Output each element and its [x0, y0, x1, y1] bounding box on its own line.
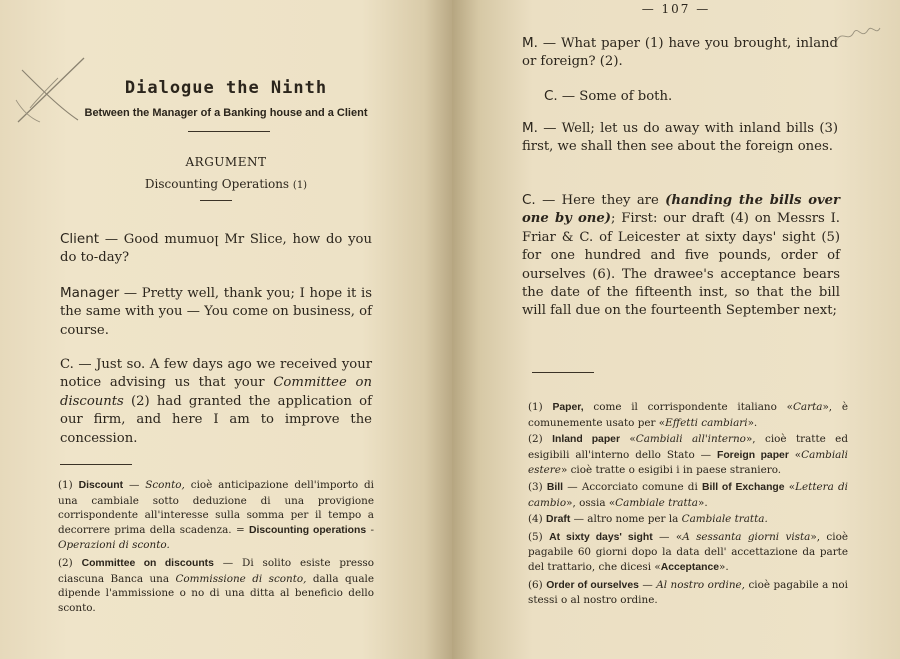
speaker-label: M.: [522, 120, 538, 136]
dialogue-subtitle: Between the Manager of a Banking house and a Client: [84, 107, 368, 119]
footnote-4: [528, 512, 848, 528]
footnote-text: —: [123, 479, 146, 491]
footnote-term: Foreign paper: [716, 449, 789, 461]
paragraph-text: — Good mumuoꞁ Mr Slice, how do you do to-day?: [60, 232, 372, 266]
emphasis-text: Committee on discounts: [60, 375, 372, 409]
footnote-italic: Cambiale tratta.: [681, 513, 768, 526]
footnote-number: (2): [528, 433, 553, 446]
footnote-text: — Di solito esiste presso ciascuna Banca una: [58, 557, 375, 585]
footnote-italic: Sconto,: [145, 479, 185, 491]
paragraph-text: — Pretty well, thank you; I hope it is the same with you — You come on business, of course.: [60, 286, 372, 338]
footnote-italic: Carta: [792, 401, 823, 413]
footnote-text: », cioè pagabile 60 giorni dopo la data dell' accettazione da parte del trattario, che dicesi «: [528, 530, 848, 573]
argument-heading: ARGUMENT: [185, 155, 267, 169]
footnote-italic: Cambiali all'interno: [635, 433, 746, 446]
footnote-text: — «: [652, 530, 683, 543]
right-page: [452, 0, 900, 659]
paragraph-client-both: [544, 87, 838, 106]
footnote-italic: Al nostro ordine,: [656, 578, 745, 591]
paragraph-manager-reply: [60, 284, 372, 340]
footnote-term: Acceptance: [660, 561, 720, 573]
footnote-term: Draft: [546, 514, 571, 526]
paragraph-text: ; First: our draft (4) on Messrs I. Friar & C. of Leicester at sixty days' sight (5) for one hundred and five pounds, order of ourselves (6). The drawee's acceptance bears the date of the fifteenth inst, so that the bill will fall due on the fourteenth September next;: [522, 211, 840, 319]
footnote-number: (2): [58, 557, 82, 569]
footnote-text: cioè pagabile a noi stessi o al nostro ordine.: [528, 578, 848, 607]
footnote-italic: A sessanta giorni vista: [682, 530, 811, 543]
argument-text: [0, 177, 452, 191]
page-number: — 107 —: [641, 2, 711, 16]
paragraph-text: — Well; let us do away with inland bills (3) first, we shall then see about the foreign ones.: [522, 121, 838, 155]
footnote-6: [528, 578, 848, 608]
title-divider: [188, 131, 270, 132]
footnote-text: -: [366, 523, 374, 536]
footnote-text: — altro nome per la: [570, 513, 682, 526]
footnote-text: —: [638, 578, 657, 591]
footnote-text: ».: [747, 416, 758, 429]
footnote-text: », cioè tratte ed esigibili all'interno dello Stato —: [528, 433, 848, 461]
footnote-text: ».: [698, 496, 708, 509]
paragraph-manager-inland: [522, 119, 838, 157]
footnote-term: Discount: [78, 480, 124, 491]
speaker-label: M.: [522, 35, 538, 51]
speaker-label: C.: [60, 357, 74, 372]
footnote-italic: Commissione di sconto,: [175, 572, 307, 585]
paragraph-text: — Here they are: [535, 193, 666, 208]
speaker-label: C.: [522, 192, 536, 208]
paragraph-text: — Just so. A few days ago we received your notice advising us that your: [60, 357, 372, 391]
footnote-term: Discounting operations: [249, 524, 367, 536]
footnotes: [528, 400, 848, 608]
footnote-term: Paper,: [552, 402, 584, 413]
emphasis-text: (handing the bills over one by one): [522, 193, 840, 227]
footnote-italic: Operazioni di sconto.: [58, 539, 170, 552]
footnote-text: «: [788, 448, 802, 461]
paragraph-manager-question: [522, 34, 838, 72]
footnote-divider: [60, 464, 132, 465]
footnote-number: (1): [528, 401, 553, 413]
footnote-text: », ossia «: [566, 496, 616, 509]
footnote-number: (6): [528, 578, 547, 591]
dialogue-title: Dialogue the Ninth: [124, 78, 328, 98]
speaker-label: C.: [544, 88, 558, 104]
footnote-text: come il corrispondente italiano «: [583, 401, 793, 413]
footnote-divider: [532, 372, 594, 373]
argument-topic: Discounting Operations: [144, 177, 290, 191]
footnote-text: «: [784, 480, 796, 493]
footnote-text: — Accorciato comune di: [563, 480, 702, 493]
speaker-label: Client: [60, 231, 100, 247]
paragraph-client-greeting: [60, 230, 372, 268]
paragraph-text: — Some of both.: [557, 89, 673, 104]
footnote-number: (5): [528, 530, 550, 543]
footnote-number: (3): [528, 480, 547, 493]
speaker-label: Manager: [60, 285, 120, 301]
paragraph-client-notice: [60, 356, 372, 448]
footnote-term: At sixty days' sight: [549, 531, 653, 543]
footnote-5: [528, 530, 848, 576]
footnote-italic: Lettera di cambio: [528, 480, 848, 509]
argument-footnote-ref: (1): [292, 180, 308, 191]
footnote-text: », è comunemente usato per «: [528, 401, 848, 429]
footnote-term: Inland paper: [552, 434, 620, 446]
footnote-italic: Effetti cambiari: [665, 416, 748, 429]
footnote-italic: Cambiali estere: [528, 448, 848, 477]
footnote-1: [528, 400, 848, 430]
footnote-text: «: [620, 433, 636, 446]
footnote-term: Order of ourselves: [546, 579, 639, 591]
footnote-number: (1): [58, 479, 79, 491]
footnote-text: dalla quale dipende l'ammissione o no di una ditta al beneficio dello sconto.: [58, 572, 375, 614]
footnote-text: ».: [719, 560, 729, 573]
paragraph-client-bills: [522, 191, 840, 321]
footnote-term: Bill: [546, 481, 564, 493]
footnote-2: [58, 556, 374, 615]
footnote-2: [528, 432, 848, 478]
footnote-term: Bill of Exchange: [701, 481, 785, 493]
pencil-margin-scribble-icon: [832, 22, 882, 50]
footnote-text: cioè anticipazione dell'importo di una cambiale sotto deduzione di una provigione corrispondente all'interesse sulla somma per il tempo a decorrere prima della scadenza. =: [58, 479, 374, 536]
footnote-italic: Cambiale tratta: [615, 496, 698, 509]
footnote-number: (4): [528, 513, 547, 526]
paragraph-text: — What paper (1) have you brought, inland or foreign? (2).: [522, 36, 838, 70]
footnote-text: » cioè tratte o esigibi i in paese straniero.: [560, 464, 782, 477]
footnote-term: Committee on discounts: [81, 558, 214, 569]
footnote-3: [528, 480, 848, 510]
footnote-1: [58, 478, 374, 553]
paragraph-text: (2) had granted the application of our firm, and here I am to improve the concession.: [60, 393, 372, 446]
argument-divider: [200, 200, 232, 201]
